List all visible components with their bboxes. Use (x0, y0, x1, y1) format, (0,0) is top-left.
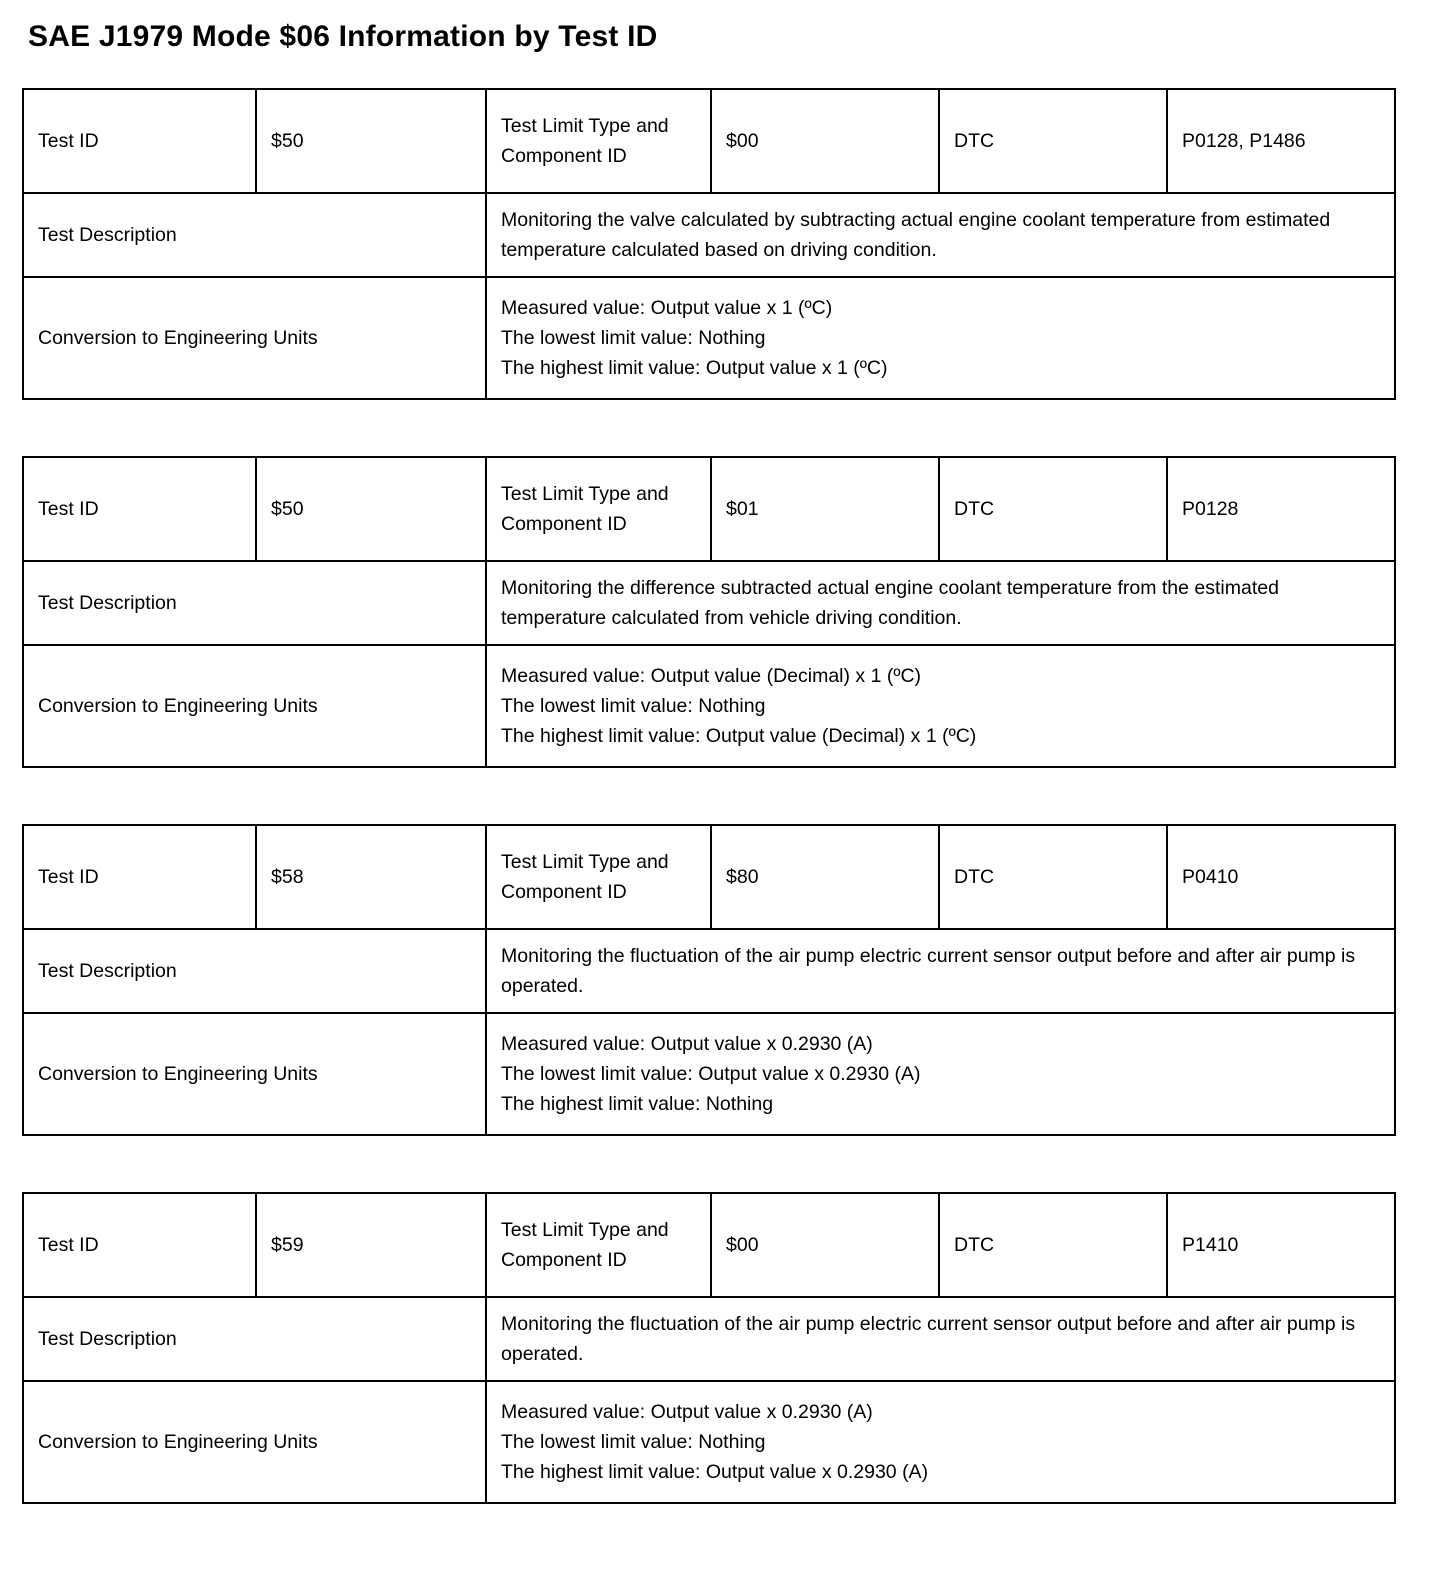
table-row (23, 1193, 1395, 1297)
conversion-line: Measured value: Output value x 1 (ºC) (501, 296, 833, 319)
test-id-label: Test ID (23, 89, 256, 193)
conversion-line: The lowest limit value: Output value x 0.2930 (A) (501, 1062, 921, 1085)
test-id-table-3 (22, 824, 1396, 1136)
test-description-label: Test Description (23, 929, 486, 1013)
conversion-line: The lowest limit value: Nothing (501, 326, 766, 349)
component-id-value: $80 (711, 825, 939, 929)
conversion-line: Measured value: Output value x 0.2930 (A) (501, 1400, 873, 1423)
conversion-line: The highest limit value: Nothing (501, 1093, 774, 1116)
conversion-line: The highest limit value: Output value x 1 (ºC) (501, 357, 888, 380)
conversion-label: Conversion to Engineering Units (23, 1013, 486, 1135)
test-description-label: Test Description (23, 1297, 486, 1381)
table-row (23, 277, 1395, 399)
table-row (23, 1297, 1395, 1381)
dtc-label: DTC (939, 825, 1167, 929)
component-id-value: $00 (711, 89, 939, 193)
conversion-line: Measured value: Output value x 0.2930 (A) (501, 1032, 873, 1055)
test-id-table-4 (22, 1192, 1396, 1504)
table-row (23, 929, 1395, 1013)
table-row (23, 193, 1395, 277)
dtc-label: DTC (939, 457, 1167, 561)
test-id-table-1 (22, 88, 1396, 400)
test-id-value: $50 (256, 89, 486, 193)
conversion-value (486, 1381, 1395, 1503)
conversion-value (486, 277, 1395, 399)
test-limit-type-label: Test Limit Type and Component ID (486, 1193, 711, 1297)
dtc-value: P0128 (1167, 457, 1395, 561)
conversion-label: Conversion to Engineering Units (23, 277, 486, 399)
test-id-label: Test ID (23, 457, 256, 561)
component-id-value: $01 (711, 457, 939, 561)
dtc-value: P0128, P1486 (1167, 89, 1395, 193)
conversion-label: Conversion to Engineering Units (23, 645, 486, 767)
conversion-line: The lowest limit value: Nothing (501, 694, 766, 717)
test-limit-type-label: Test Limit Type and Component ID (486, 89, 711, 193)
test-id-label: Test ID (23, 1193, 256, 1297)
dtc-label: DTC (939, 1193, 1167, 1297)
page-title: SAE J1979 Mode $06 Information by Test ID (28, 20, 658, 53)
test-id-value: $59 (256, 1193, 486, 1297)
test-description-value: Monitoring the fluctuation of the air pump electric current sensor output before and after air pump is operated. (486, 929, 1395, 1013)
test-description-label: Test Description (23, 561, 486, 645)
table-row (23, 645, 1395, 767)
dtc-value: P1410 (1167, 1193, 1395, 1297)
dtc-value: P0410 (1167, 825, 1395, 929)
test-description-value: Monitoring the valve calculated by subtracting actual engine coolant temperature from estimated temperature calculated based on driving condition. (486, 193, 1395, 277)
table-row (23, 89, 1395, 193)
conversion-label: Conversion to Engineering Units (23, 1381, 486, 1503)
table-row (23, 825, 1395, 929)
conversion-value (486, 1013, 1395, 1135)
test-description-label: Test Description (23, 193, 486, 277)
test-id-value: $50 (256, 457, 486, 561)
test-id-value: $58 (256, 825, 486, 929)
conversion-line: Measured value: Output value (Decimal) x 1 (ºC) (501, 664, 922, 687)
component-id-value: $00 (711, 1193, 939, 1297)
table-row (23, 561, 1395, 645)
test-limit-type-label: Test Limit Type and Component ID (486, 825, 711, 929)
dtc-label: DTC (939, 89, 1167, 193)
test-description-value: Monitoring the difference subtracted actual engine coolant temperature from the estimated temperature calculated from vehicle driving condition. (486, 561, 1395, 645)
test-id-table-2 (22, 456, 1396, 768)
conversion-line: The lowest limit value: Nothing (501, 1430, 766, 1453)
table-row (23, 457, 1395, 561)
table-row (23, 1013, 1395, 1135)
conversion-value (486, 645, 1395, 767)
table-row (23, 1381, 1395, 1503)
test-limit-type-label: Test Limit Type and Component ID (486, 457, 711, 561)
test-id-label: Test ID (23, 825, 256, 929)
conversion-line: The highest limit value: Output value (Decimal) x 1 (ºC) (501, 725, 977, 748)
conversion-line: The highest limit value: Output value x 0.2930 (A) (501, 1461, 929, 1484)
test-description-value: Monitoring the fluctuation of the air pump electric current sensor output before and after air pump is operated. (486, 1297, 1395, 1381)
